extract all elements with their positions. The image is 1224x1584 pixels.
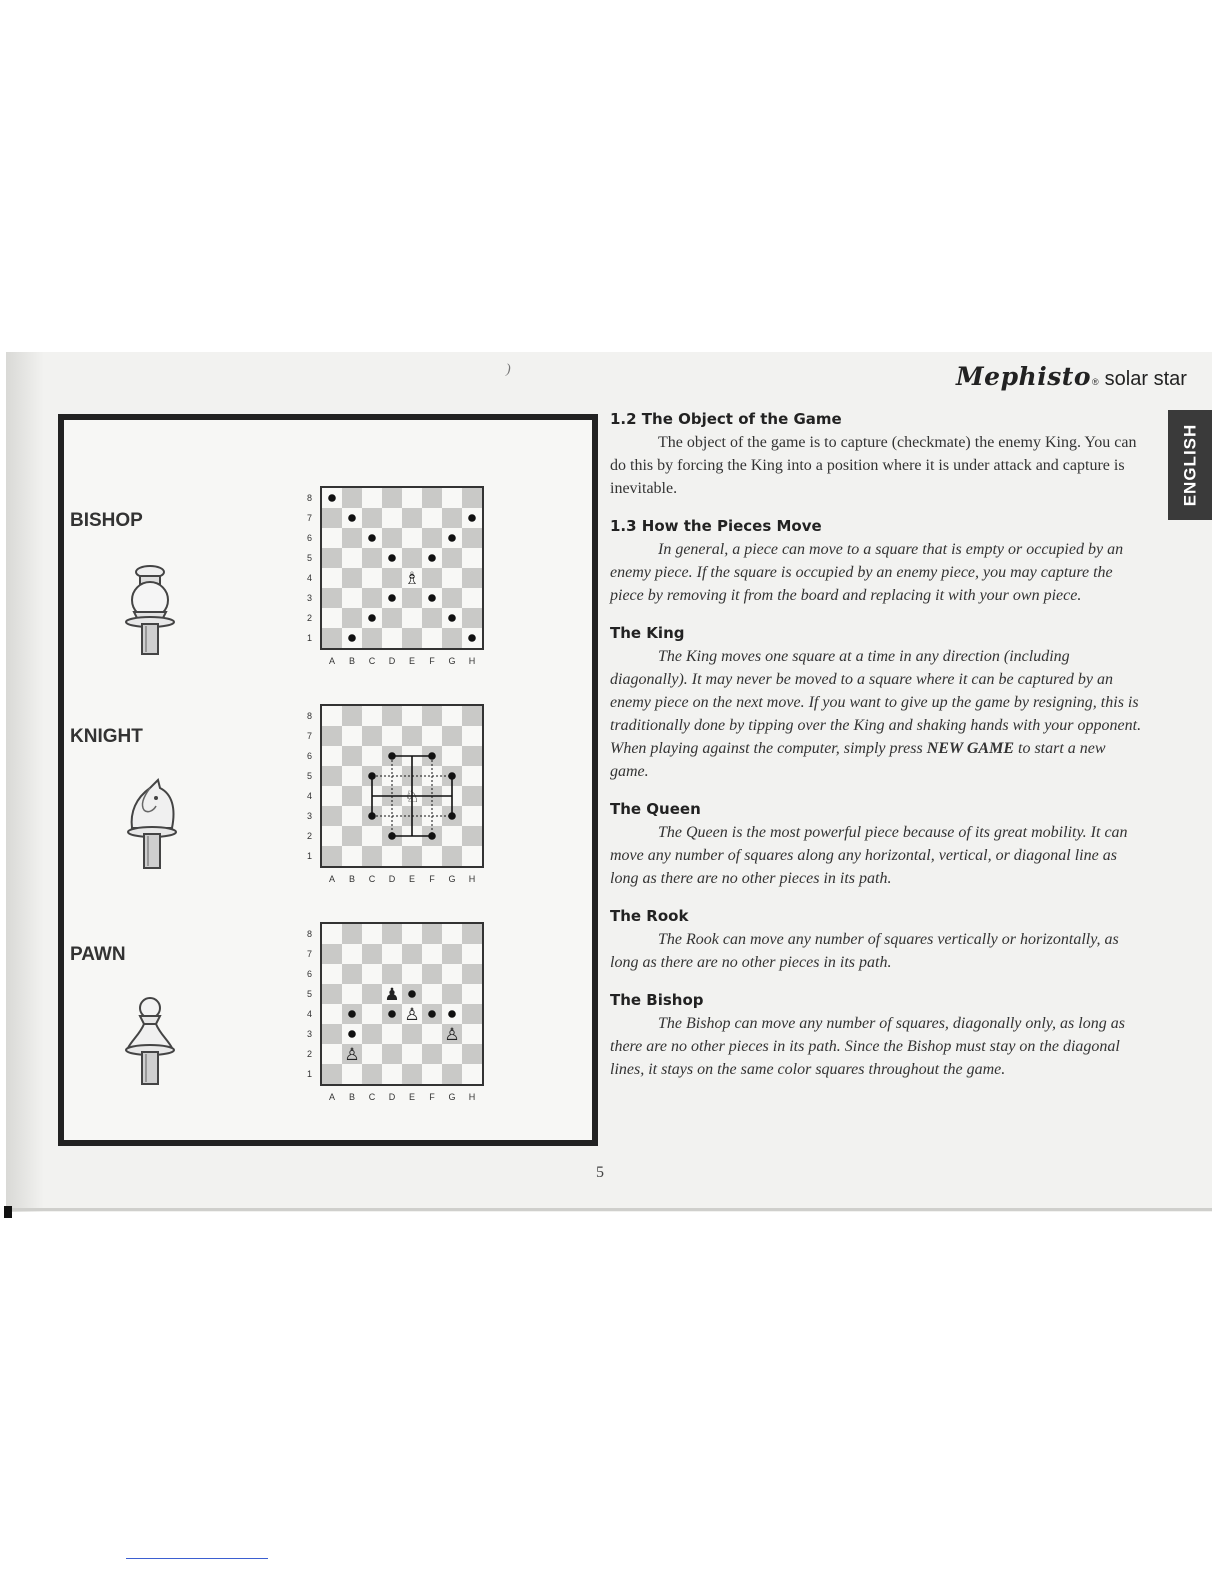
- move-dot: [348, 1030, 356, 1038]
- board-square: [402, 508, 422, 528]
- board-square: [402, 726, 422, 746]
- board-square: [442, 706, 462, 726]
- board-square: [402, 846, 422, 866]
- move-dot: [468, 514, 476, 522]
- black-pawn-piece: ♟: [384, 985, 400, 1005]
- board-square: [342, 706, 362, 726]
- board-square: [402, 628, 422, 648]
- board-square: [382, 924, 402, 944]
- board-square: [362, 1004, 382, 1024]
- board-square: [462, 984, 482, 1004]
- move-dot: [428, 554, 436, 562]
- diagram-label-knight: KNIGHT: [70, 726, 143, 747]
- knight-board-files: [322, 874, 482, 888]
- board-square: [402, 528, 422, 548]
- board-square: [422, 508, 442, 528]
- move-dot: [448, 614, 456, 622]
- board-square: [322, 1024, 342, 1044]
- bishop-piece-illustration: [110, 562, 190, 662]
- move-dot: [388, 554, 396, 562]
- board-square: [382, 508, 402, 528]
- board-square: [422, 846, 442, 866]
- rank-label: 7: [306, 513, 312, 523]
- board-square: [462, 568, 482, 588]
- rank-label: 8: [306, 493, 312, 503]
- heading-object-of-game: 1.2 The Object of the Game: [610, 410, 842, 428]
- white-pawn-piece: ♙: [404, 1005, 420, 1025]
- board-square: [342, 608, 362, 628]
- white-pawn-piece: ♙: [444, 1025, 460, 1045]
- file-label: C: [368, 1092, 376, 1102]
- file-label: C: [368, 656, 376, 666]
- board-square: [382, 608, 402, 628]
- move-dot: [348, 1010, 356, 1018]
- file-label: E: [408, 874, 415, 884]
- board-square: [442, 984, 462, 1004]
- rank-label: 3: [306, 1029, 312, 1039]
- rank-label: 6: [306, 751, 312, 761]
- board-square: [362, 508, 382, 528]
- footer-link-underline: [126, 1558, 268, 1559]
- board-square: [342, 984, 362, 1004]
- board-square: [362, 488, 382, 508]
- heading-how-pieces-move: 1.3 How the Pieces Move: [610, 517, 822, 535]
- board-square: [462, 588, 482, 608]
- file-label: G: [448, 656, 456, 666]
- board-square: [462, 528, 482, 548]
- move-dot: [368, 772, 376, 780]
- board-square: [362, 628, 382, 648]
- board-square: [462, 1004, 482, 1024]
- board-square: [322, 786, 342, 806]
- board-square: [322, 944, 342, 964]
- board-square: [422, 1044, 442, 1064]
- bishop-board: [320, 486, 484, 650]
- text-king: [610, 645, 1146, 783]
- language-tab-label: ENGLISH: [1180, 423, 1199, 507]
- knight-board-ranks: [298, 706, 314, 866]
- board-square: [362, 548, 382, 568]
- rank-label: 4: [306, 573, 312, 583]
- text-king-part2: to start a new game.: [610, 740, 1106, 780]
- board-square: [342, 786, 362, 806]
- pawn-board-ranks: [298, 924, 314, 1084]
- board-square: [342, 488, 362, 508]
- board-square: [422, 944, 442, 964]
- pawn-board: [320, 922, 484, 1086]
- board-square: [382, 1024, 402, 1044]
- file-label: E: [408, 656, 415, 666]
- move-dot: [448, 1010, 456, 1018]
- board-square: [462, 826, 482, 846]
- move-dot: [368, 812, 376, 820]
- board-square: [322, 826, 342, 846]
- heading-rook: The Rook: [610, 907, 689, 925]
- registered-mark: ®: [1092, 377, 1099, 387]
- rank-label: 8: [306, 711, 312, 721]
- board-square: [342, 806, 362, 826]
- board-square: [342, 964, 362, 984]
- rank-label: 1: [306, 851, 312, 861]
- rules-text-column: [610, 410, 1146, 1081]
- text-king-part1: The King moves one square at a time in any direction (including diagonally). It may never be moved to a square where it can be captured by an enemy piece on the next move. If you want to give up the game by resigning, this is traditionally done by tipping over the King and shaking hands with your opponent. When playing against the computer, simply press: [610, 648, 1142, 757]
- board-square: [342, 826, 362, 846]
- text-rook: The Rook can move any number of squares vertically or horizontally, as long as there are no other pieces in its path.: [610, 931, 1119, 971]
- board-square: [362, 964, 382, 984]
- board-square: [422, 488, 442, 508]
- file-label: G: [448, 874, 456, 884]
- board-square: [442, 588, 462, 608]
- board-square: [462, 746, 482, 766]
- board-square: [322, 508, 342, 528]
- rank-label: 8: [306, 929, 312, 939]
- file-label: H: [468, 1092, 476, 1102]
- board-square: [422, 608, 442, 628]
- board-square: [322, 766, 342, 786]
- board-square: [422, 1024, 442, 1044]
- file-label: B: [348, 656, 355, 666]
- board-square: [322, 1004, 342, 1024]
- page-number: 5: [596, 1164, 604, 1181]
- board-square: [322, 706, 342, 726]
- board-square: [462, 924, 482, 944]
- board-square: [462, 726, 482, 746]
- board-square: [322, 608, 342, 628]
- board-square: [442, 568, 462, 588]
- file-label: A: [328, 656, 335, 666]
- board-square: [442, 826, 462, 846]
- board-square: [362, 1044, 382, 1064]
- text-bishop: The Bishop can move any number of squares, diagonally only, as long as there are no other pieces in its path. Since the Bishop must stay on the diagonal lines, it stays on the same color squares throughout the game.: [610, 1015, 1125, 1078]
- board-square: [342, 528, 362, 548]
- board-square: [402, 944, 422, 964]
- board-square: [322, 528, 342, 548]
- board-svg: [322, 924, 482, 1084]
- rank-label: 6: [306, 969, 312, 979]
- board-square: [382, 846, 402, 866]
- move-dot: [388, 1010, 396, 1018]
- file-label: D: [388, 874, 396, 884]
- board-square: [402, 1044, 422, 1064]
- file-label: F: [429, 1092, 435, 1102]
- file-label: B: [348, 1092, 355, 1102]
- board-square: [362, 944, 382, 964]
- board-square: [322, 568, 342, 588]
- board-square: [382, 706, 402, 726]
- board-square: [342, 548, 362, 568]
- board-square: [342, 924, 362, 944]
- board-square: [442, 548, 462, 568]
- rank-label: 4: [306, 1009, 312, 1019]
- rank-label: 6: [306, 533, 312, 543]
- board-square: [422, 628, 442, 648]
- board-square: [342, 588, 362, 608]
- board-square: [462, 944, 482, 964]
- board-square: [342, 846, 362, 866]
- bishop-board-files: [322, 656, 482, 670]
- board-square: [362, 826, 382, 846]
- board-square: [362, 924, 382, 944]
- board-square: [402, 608, 422, 628]
- file-label: D: [388, 656, 396, 666]
- board-square: [322, 924, 342, 944]
- move-dot: [428, 752, 436, 760]
- board-square: [422, 726, 442, 746]
- move-dot: [468, 634, 476, 642]
- page-bottom-edge: [6, 1208, 1212, 1211]
- board-square: [382, 1064, 402, 1084]
- file-label: G: [448, 1092, 456, 1102]
- rank-label: 2: [306, 1049, 312, 1059]
- file-label: E: [408, 1092, 415, 1102]
- rank-label: 2: [306, 831, 312, 841]
- board-square: [442, 924, 462, 944]
- board-square: [422, 964, 442, 984]
- rank-label: 7: [306, 949, 312, 959]
- rank-label: 4: [306, 791, 312, 801]
- board-square: [322, 1044, 342, 1064]
- move-dot: [368, 534, 376, 542]
- board-square: [422, 706, 442, 726]
- file-label: A: [328, 1092, 335, 1102]
- file-label: F: [429, 874, 435, 884]
- board-square: [442, 488, 462, 508]
- move-dot: [368, 614, 376, 622]
- rank-label: 5: [306, 989, 312, 999]
- board-square: [462, 548, 482, 568]
- board-square: [402, 706, 422, 726]
- rank-label: 3: [306, 593, 312, 603]
- move-dot: [448, 812, 456, 820]
- board-square: [322, 1064, 342, 1084]
- file-label: A: [328, 874, 335, 884]
- board-square: [362, 706, 382, 726]
- board-square: [402, 488, 422, 508]
- board-square: [422, 528, 442, 548]
- board-square: [422, 984, 442, 1004]
- board-square: [382, 568, 402, 588]
- file-label: D: [388, 1092, 396, 1102]
- board-square: [462, 1024, 482, 1044]
- board-square: [322, 806, 342, 826]
- board-square: [342, 1064, 362, 1084]
- board-square: [382, 726, 402, 746]
- move-dot: [328, 494, 336, 502]
- board-square: [402, 1024, 422, 1044]
- move-dot: [348, 514, 356, 522]
- board-square: [362, 846, 382, 866]
- board-square: [462, 706, 482, 726]
- board-square: [422, 924, 442, 944]
- board-square: [442, 1064, 462, 1084]
- board-square: [382, 944, 402, 964]
- bishop-board-ranks: [298, 488, 314, 648]
- rank-label: 5: [306, 771, 312, 781]
- white-bishop-piece: ♗: [404, 569, 420, 589]
- board-square: [462, 1044, 482, 1064]
- board-square: [462, 608, 482, 628]
- file-label: F: [429, 656, 435, 666]
- board-square: [322, 746, 342, 766]
- board-square: [382, 488, 402, 508]
- pawn-piece-illustration: [110, 994, 190, 1094]
- board-square: [402, 588, 422, 608]
- move-dot: [348, 634, 356, 642]
- board-square: [342, 766, 362, 786]
- page-gutter-shadow: [6, 352, 44, 1212]
- rank-label: 1: [306, 633, 312, 643]
- board-square: [342, 944, 362, 964]
- board-square: [402, 964, 422, 984]
- move-dot: [388, 594, 396, 602]
- board-square: [442, 746, 462, 766]
- board-square: [362, 1024, 382, 1044]
- text-object-of-game: The object of the game is to capture (checkmate) the enemy King. You can do this by forcing the King into a position where it is under attack and capture is inevitable.: [610, 434, 1137, 497]
- heading-queen: The Queen: [610, 800, 701, 818]
- white-knight-piece: ♘: [404, 787, 420, 807]
- rank-label: 1: [306, 1069, 312, 1079]
- scan-corner-mark: [4, 1206, 12, 1218]
- file-label: H: [468, 874, 476, 884]
- board-square: [462, 846, 482, 866]
- board-square: [422, 568, 442, 588]
- move-dot: [448, 534, 456, 542]
- brand-name: Mephisto: [956, 362, 1092, 391]
- board-square: [322, 984, 342, 1004]
- text-queen: The Queen is the most powerful piece because of its great mobility. It can move any number of squares along any horizontal, vertical, or diagonal line as long as there are no other pieces in its path.: [610, 824, 1128, 887]
- pawn-board-files: [322, 1092, 482, 1106]
- board-square: [442, 726, 462, 746]
- board-square: [442, 508, 462, 528]
- board-square: [322, 726, 342, 746]
- board-square: [362, 984, 382, 1004]
- board-square: [322, 846, 342, 866]
- move-dot: [448, 772, 456, 780]
- stray-mark: ): [506, 362, 511, 377]
- move-dot: [428, 832, 436, 840]
- file-label: B: [348, 874, 355, 884]
- brand-subtitle: solar star: [1104, 368, 1187, 390]
- board-square: [362, 1064, 382, 1084]
- board-square: [382, 1044, 402, 1064]
- board-square: [322, 548, 342, 568]
- rank-label: 5: [306, 553, 312, 563]
- board-square: [462, 964, 482, 984]
- board-square: [462, 766, 482, 786]
- move-dot: [428, 594, 436, 602]
- move-dot: [428, 1010, 436, 1018]
- diagram-label-bishop: BISHOP: [70, 510, 143, 531]
- board-square: [402, 924, 422, 944]
- board-square: [402, 548, 422, 568]
- heading-king: The King: [610, 624, 685, 642]
- heading-bishop: The Bishop: [610, 991, 704, 1009]
- knight-board: [320, 704, 484, 868]
- rank-label: 2: [306, 613, 312, 623]
- board-square: [382, 528, 402, 548]
- board-square: [342, 746, 362, 766]
- board-square: [322, 628, 342, 648]
- move-dot: [408, 990, 416, 998]
- file-label: H: [468, 656, 476, 666]
- move-dot: [388, 832, 396, 840]
- board-square: [402, 1064, 422, 1084]
- file-label: C: [368, 874, 376, 884]
- board-square: [362, 726, 382, 746]
- board-square: [322, 964, 342, 984]
- board-square: [362, 588, 382, 608]
- board-square: [342, 726, 362, 746]
- board-svg: [322, 488, 482, 648]
- diagram-label-pawn: PAWN: [70, 944, 126, 965]
- board-square: [342, 568, 362, 588]
- board-svg: [322, 706, 482, 866]
- text-how-pieces-move: In general, a piece can move to a square that is empty or occupied by an enemy piece. If the square is occupied by an enemy piece, you may capture the piece by removing it from the board and replacing it with your own piece.: [610, 541, 1124, 604]
- board-square: [382, 964, 402, 984]
- board-square: [462, 488, 482, 508]
- board-square: [362, 568, 382, 588]
- board-square: [442, 628, 462, 648]
- board-square: [442, 964, 462, 984]
- move-dot: [388, 752, 396, 760]
- board-square: [382, 628, 402, 648]
- brand-logo: [956, 362, 1187, 391]
- new-game-key-name: NEW GAME: [926, 740, 1014, 757]
- board-square: [322, 588, 342, 608]
- board-square: [462, 1064, 482, 1084]
- rank-label: 7: [306, 731, 312, 741]
- language-tab: [1168, 410, 1212, 520]
- board-square: [442, 944, 462, 964]
- knight-piece-illustration: [110, 776, 190, 876]
- white-pawn-piece: ♙: [344, 1045, 360, 1065]
- board-square: [462, 806, 482, 826]
- board-square: [442, 846, 462, 866]
- board-square: [362, 746, 382, 766]
- board-square: [462, 786, 482, 806]
- board-square: [442, 1044, 462, 1064]
- board-square: [422, 1064, 442, 1084]
- rank-label: 3: [306, 811, 312, 821]
